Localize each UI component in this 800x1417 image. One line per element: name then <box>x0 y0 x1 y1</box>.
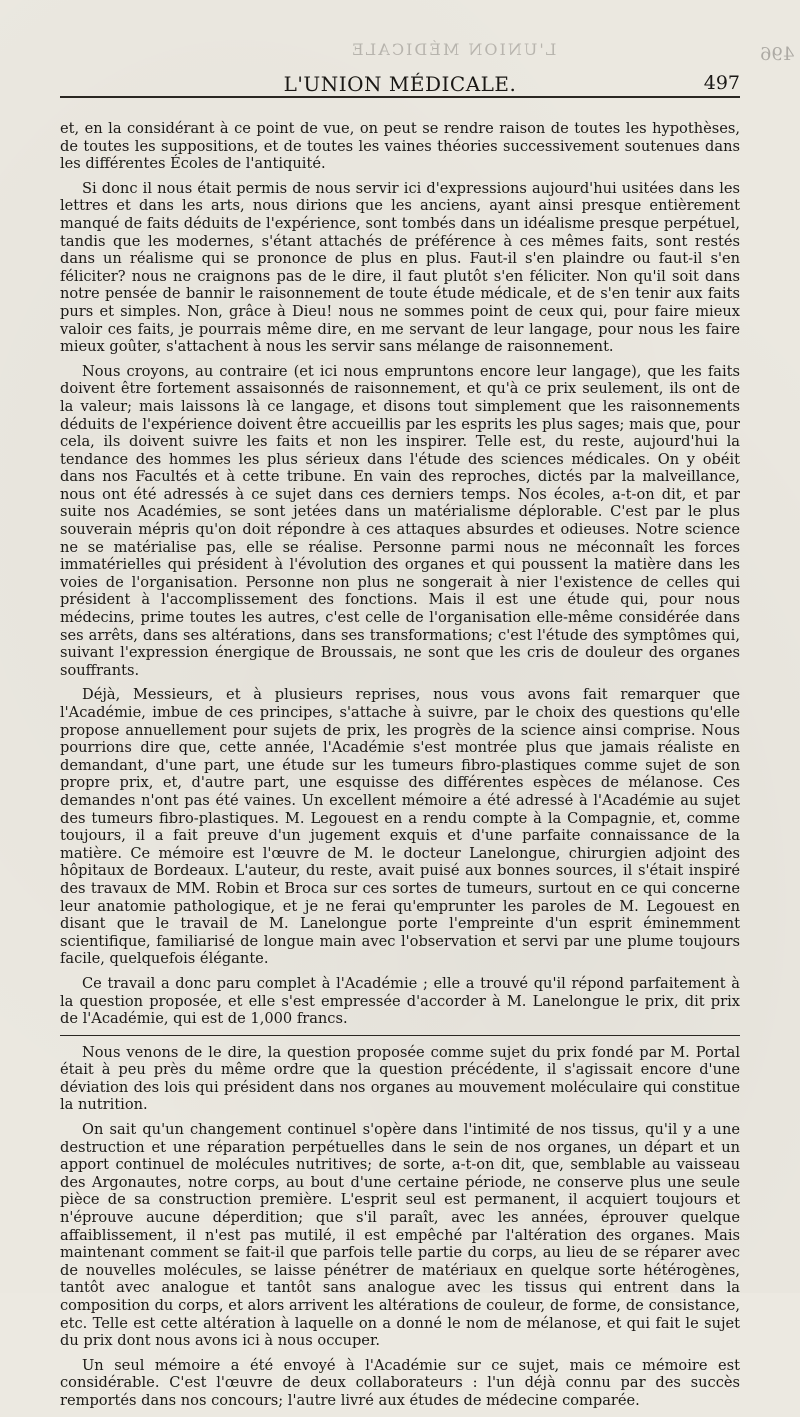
paragraph: Nous venons de le dire, la question proposée comme sujet du prix fondé par M. Portal était à peu près du même ordre que la question précédente, il s'agissait encore d'une déviation des lois qui président dans nos organes au mouvement moléculaire qui constitue la nutrition. <box>60 1043 740 1114</box>
journal-title: L'UNION MÉDICALE. <box>283 72 517 96</box>
bleed-through-page-number: 496 <box>759 44 794 65</box>
paragraph: On sait qu'un changement continuel s'opère dans l'intimité de nos tissus, qu'il y a une destruction et une réparation perpétuelles dans le sein de nos organes, un départ et un apport continuel de molécules nutritives; de sorte, a-t-on dit, que, semblable au vaisseau des Argonautes, notre corps, au bout d'une certaine période, ne conserve plus une seule pièce de sa construction première. L'esprit seul est permanent, il acquiert toujours et n'éprouve aucune déperdition; que s'il paraît, avec les années, éprouver quelque affaiblissement, il n'est pas mutilé, il est empêché par l'altération des organes. Mais maintenant comment se fait-il que parfois telle partie du corps, au lieu de se réparer avec de nouvelles molécules, se laisse pénétrer de matériaux en quelque sorte hétérogènes, tantôt avec analogue et tantôt sans analogue avec les tissus qui entrent dans la composition du corps, et alors arrivent les altérations de couleur, de forme, de consistance, etc. Telle est cette altération à laquelle on a donné le nom de mélanose, et qui fait le sujet du prix dont nous avons ici à nous occuper. <box>60 1121 740 1350</box>
page-number: 497 <box>703 72 740 94</box>
paragraph: Nous croyons, au contraire (et ici nous empruntons encore leur langage), que les faits doivent être fortement assaisonnés de raisonnement, et qu'à ce prix seulement, ils ont de la valeur; mais laissons là ce langage, et disons tout simplement que les raisonnements déduits de l'expérience doivent être accueillis par les esprits les plus sages; mais que, pour cela, ils doivent suivre les faits et non les inspirer. Telle est, du reste, aujourd'hui la tendance des hommes les plus sérieux dans l'étude des sciences médicales. On y obéit dans nos Facultés et à cette tribune. En vain des reproches, dictés par la malveillance, nous ont été adressés à ce sujet dans ces derniers temps. Nos écoles, a-t-on dit, et par suite nos Académies, se sont jetées dans un matérialisme déplorable. C'est par le plus souverain mépris qu'on doit répondre à ces attaques absurdes et odieuses. Notre science ne se matérialise pas, elle se réalise. Personne parmi nous ne méconnaît les forces immatérielles qui président à l'évolution des organes et qui poussent la matière dans les voies de l'organisation. Personne non plus ne songerait à nier l'existence de celles qui président à l'accomplissement des fonctions. Mais il est une étude qui, pour nous médecins, prime toutes les autres, c'est celle de l'organisation elle-même considérée dans ses arrêts, dans ses altérations, dans ses transformations; c'est l'étude des symptômes qui, suivant l'expression énergique de Broussais, ne sont que les cris de douleur des organes souffrants. <box>60 362 740 679</box>
running-header <box>60 70 740 98</box>
article-body <box>60 120 740 1417</box>
paragraph: Un seul mémoire a été envoyé à l'Académie sur ce sujet, mais ce mémoire est considérable. C'est l'œuvre de deux collaborateurs : l'un déjà connu par des succès remportés dans nos concours; l'autre livré aux études de médecine comparée. <box>60 1356 740 1409</box>
paragraph: Déjà, Messieurs, et à plusieurs reprises, nous vous avons fait remarquer que l'Académie, imbue de ces principes, s'attache à suivre, par le choix des questions qu'elle propose annuellement pour sujets de prix, les progrès de la science ainsi comprise. Nous pourrions dire que, cette année, l'Académie s'est montrée plus que jamais réaliste en demandant, d'une part, une étude sur les tumeurs fibro-plastiques comme sujet de son propre prix, et, d'autre part, une esquisse des différentes espèces de mélanose. Ces demandes n'ont pas été vaines. Un excellent mémoire a été adressé à l'Académie au sujet des tumeurs fibro-plastiques. M. Legouest en a rendu compte à la Compagnie, et, comme toujours, il a fait preuve d'un jugement exquis et d'une parfaite connaissance de la matière. Ce mémoire est l'œuvre de M. le docteur Lanelongue, chirurgien adjoint des hôpitaux de Bordeaux. L'auteur, du reste, avait puisé aux bonnes sources, il s'était inspiré des travaux de MM. Robin et Broca sur ces sortes de tumeurs, surtout en ce qui concerne leur anatomie pathologique, et je ne ferai qu'emprunter les paroles de M. Legouest en disant que le travail de M. Lanelongue porte l'empreinte d'un esprit éminemment scientifique, familiarisé de longue main avec l'observation et servi par une plume toujours facile, quelquefois élégante. <box>60 686 740 968</box>
bleed-through-title: L'UNION MÉDICALE <box>350 40 557 59</box>
paragraph: Ce travail a donc paru complet à l'Académie ; elle a trouvé qu'il répond parfaitement à la question proposée, et elle s'est empressée d'accorder à M. Lanelongue le prix, dit prix de l'Académie, qui est de 1,000 francs. <box>60 974 740 1028</box>
paragraph: et, en la considérant à ce point de vue, on peut se rendre raison de toutes les hypothèses, de toutes les suppositions, et de toutes les vaines théories successivement soutenues dans les différentes Écoles de l'antiquité. <box>60 120 740 173</box>
section-divider <box>60 1035 740 1036</box>
paragraph: Si donc il nous était permis de nous servir ici d'expressions aujourd'hui usitées dans les lettres et dans les arts, nous dirions que les anciens, ayant ainsi presque entièrement manqué de faits déduits de l'expérience, sont tombés dans un idéalisme presque perpétuel, tandis que les modernes, s'étant attachés de préférence à ces mêmes faits, sont restés dans un réalisme qui se prononce de plus en plus. Faut-il s'en plaindre ou faut-il s'en féliciter? nous ne craignons pas de le dire, il faut plutôt s'en féliciter. Non qu'il soit dans notre pensée de bannir le raisonnement de toute étude médicale, et de s'en tenir aux faits purs et simples. Non, grâce à Dieu! nous ne sommes point de ceux qui, pour faire mieux valoir ces faits, je pourrais même dire, en me servant de leur langage, pour nous les faire mieux goûter, s'attachent à nous les servir sans mélange de raisonnement. <box>60 179 740 356</box>
